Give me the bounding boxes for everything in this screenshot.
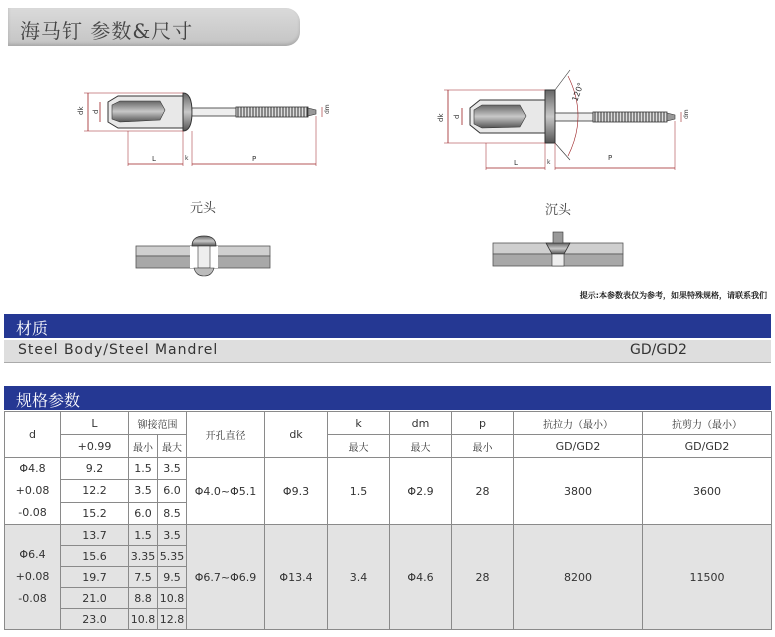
diameter-value: Φ4.8 bbox=[19, 462, 46, 475]
length-cell: 9.2 bbox=[61, 458, 129, 480]
material-section-bar bbox=[4, 314, 771, 338]
header-grip-max: 最大 bbox=[158, 435, 187, 458]
tensile-cell: 8200 bbox=[514, 525, 643, 630]
header-tensile-sub: GD/GD2 bbox=[514, 435, 643, 458]
material-row bbox=[4, 340, 771, 363]
diameter-tol-minus: -0.08 bbox=[18, 506, 47, 519]
grip-max-cell: 12.8 bbox=[158, 609, 187, 630]
length-cell: 13.7 bbox=[61, 525, 129, 546]
dk-cell: Φ9.3 bbox=[265, 458, 328, 525]
dome-head-caption: 元头 bbox=[190, 201, 217, 216]
header-L-tolerance: +0.99 bbox=[61, 435, 129, 458]
header-dk: dk bbox=[265, 412, 328, 458]
length-cell: 15.6 bbox=[61, 546, 129, 567]
shear-cell: 3600 bbox=[643, 458, 772, 525]
grip-max-cell: 3.5 bbox=[158, 525, 187, 546]
dome-dm-label: dm bbox=[324, 104, 331, 114]
p-cell: 28 bbox=[452, 525, 514, 630]
csk-installed-drawing bbox=[493, 232, 623, 266]
header-p-sub: 最小 bbox=[452, 435, 514, 458]
grip-min-cell: 1.5 bbox=[129, 458, 158, 480]
k-cell: 3.4 bbox=[328, 525, 390, 630]
diameter-tol-plus: +0.08 bbox=[15, 570, 50, 583]
tensile-cell: 3800 bbox=[514, 458, 643, 525]
header-p: p bbox=[452, 412, 514, 435]
diameter-value: Φ6.4 bbox=[19, 548, 46, 561]
spec-section-bar bbox=[4, 386, 771, 410]
header-shear-sub: GD/GD2 bbox=[643, 435, 772, 458]
dome-L-label: L bbox=[152, 155, 156, 163]
header-k-sub: 最大 bbox=[328, 435, 390, 458]
spec-table bbox=[4, 411, 772, 630]
grip-max-cell: 3.5 bbox=[158, 458, 187, 480]
shear-cell: 11500 bbox=[643, 525, 772, 630]
csk-dk-label: dk bbox=[437, 113, 445, 122]
header-dm-sub: 最大 bbox=[390, 435, 452, 458]
csk-rivet-drawing bbox=[444, 70, 681, 170]
spec-heading: 规格参数 bbox=[16, 391, 81, 410]
dome-rivet-drawing bbox=[84, 93, 322, 166]
grip-max-cell: 10.8 bbox=[158, 588, 187, 609]
header-grip-min: 最小 bbox=[129, 435, 158, 458]
grip-min-cell: 6.0 bbox=[129, 502, 158, 524]
dome-P-label: P bbox=[252, 155, 257, 163]
dome-k-label: k bbox=[185, 155, 189, 162]
diameter-cell bbox=[5, 458, 61, 525]
grip-min-cell: 1.5 bbox=[129, 525, 158, 546]
countersunk-head-caption: 沉头 bbox=[545, 203, 572, 218]
material-body-text: Steel Body/Steel Mandrel bbox=[18, 342, 219, 358]
grip-max-cell: 9.5 bbox=[158, 567, 187, 588]
header-d: d bbox=[5, 412, 61, 458]
grip-min-cell: 3.5 bbox=[129, 480, 158, 502]
csk-dm-label: dm bbox=[683, 109, 690, 119]
diameter-cell bbox=[5, 525, 61, 630]
table-row bbox=[5, 458, 772, 480]
header-shear: 抗剪力（最小） bbox=[643, 412, 772, 435]
grip-min-cell: 8.8 bbox=[129, 588, 158, 609]
header-k: k bbox=[328, 412, 390, 435]
header-grip-range: 铆接范围 bbox=[129, 412, 187, 435]
csk-k-label: k bbox=[547, 159, 551, 166]
csk-P-label: P bbox=[608, 154, 613, 162]
material-grade: GD/GD2 bbox=[630, 342, 687, 358]
length-cell: 15.2 bbox=[61, 502, 129, 524]
p-cell: 28 bbox=[452, 458, 514, 525]
hole-cell: Φ6.7~Φ6.9 bbox=[187, 525, 265, 630]
csk-L-label: L bbox=[514, 159, 518, 167]
length-cell: 21.0 bbox=[61, 588, 129, 609]
diameter-tol-plus: +0.08 bbox=[15, 484, 50, 497]
dm-cell: Φ2.9 bbox=[390, 458, 452, 525]
dk-cell: Φ13.4 bbox=[265, 525, 328, 630]
csk-d-label: d bbox=[453, 114, 461, 119]
k-cell: 1.5 bbox=[328, 458, 390, 525]
dm-cell: Φ4.6 bbox=[390, 525, 452, 630]
reference-note: 提示:本参数表仅为参考，如果特殊规格，请联系我们 bbox=[579, 291, 767, 300]
page-title-tab bbox=[8, 8, 300, 46]
grip-max-cell: 8.5 bbox=[158, 502, 187, 524]
csk-angle-label: 120° bbox=[570, 81, 586, 103]
dome-dk-label: dk bbox=[77, 106, 85, 115]
dome-installed-drawing bbox=[136, 236, 270, 276]
rivet-diagrams bbox=[0, 50, 775, 280]
length-cell: 23.0 bbox=[61, 609, 129, 630]
length-cell: 19.7 bbox=[61, 567, 129, 588]
grip-min-cell: 3.35 bbox=[129, 546, 158, 567]
header-tensile: 抗拉力（最小） bbox=[514, 412, 643, 435]
hole-cell: Φ4.0~Φ5.1 bbox=[187, 458, 265, 525]
grip-min-cell: 7.5 bbox=[129, 567, 158, 588]
diameter-tol-minus: -0.08 bbox=[18, 592, 47, 605]
grip-max-cell: 5.35 bbox=[158, 546, 187, 567]
page-title: 海马钉 参数&尺寸 bbox=[20, 19, 194, 43]
dome-d-label: d bbox=[92, 109, 100, 114]
material-heading: 材质 bbox=[16, 319, 49, 338]
header-dm: dm bbox=[390, 412, 452, 435]
header-L: L bbox=[61, 412, 129, 435]
header-hole-diameter: 开孔直径 bbox=[187, 412, 265, 458]
grip-min-cell: 10.8 bbox=[129, 609, 158, 630]
grip-max-cell: 6.0 bbox=[158, 480, 187, 502]
length-cell: 12.2 bbox=[61, 480, 129, 502]
table-row bbox=[5, 525, 772, 546]
